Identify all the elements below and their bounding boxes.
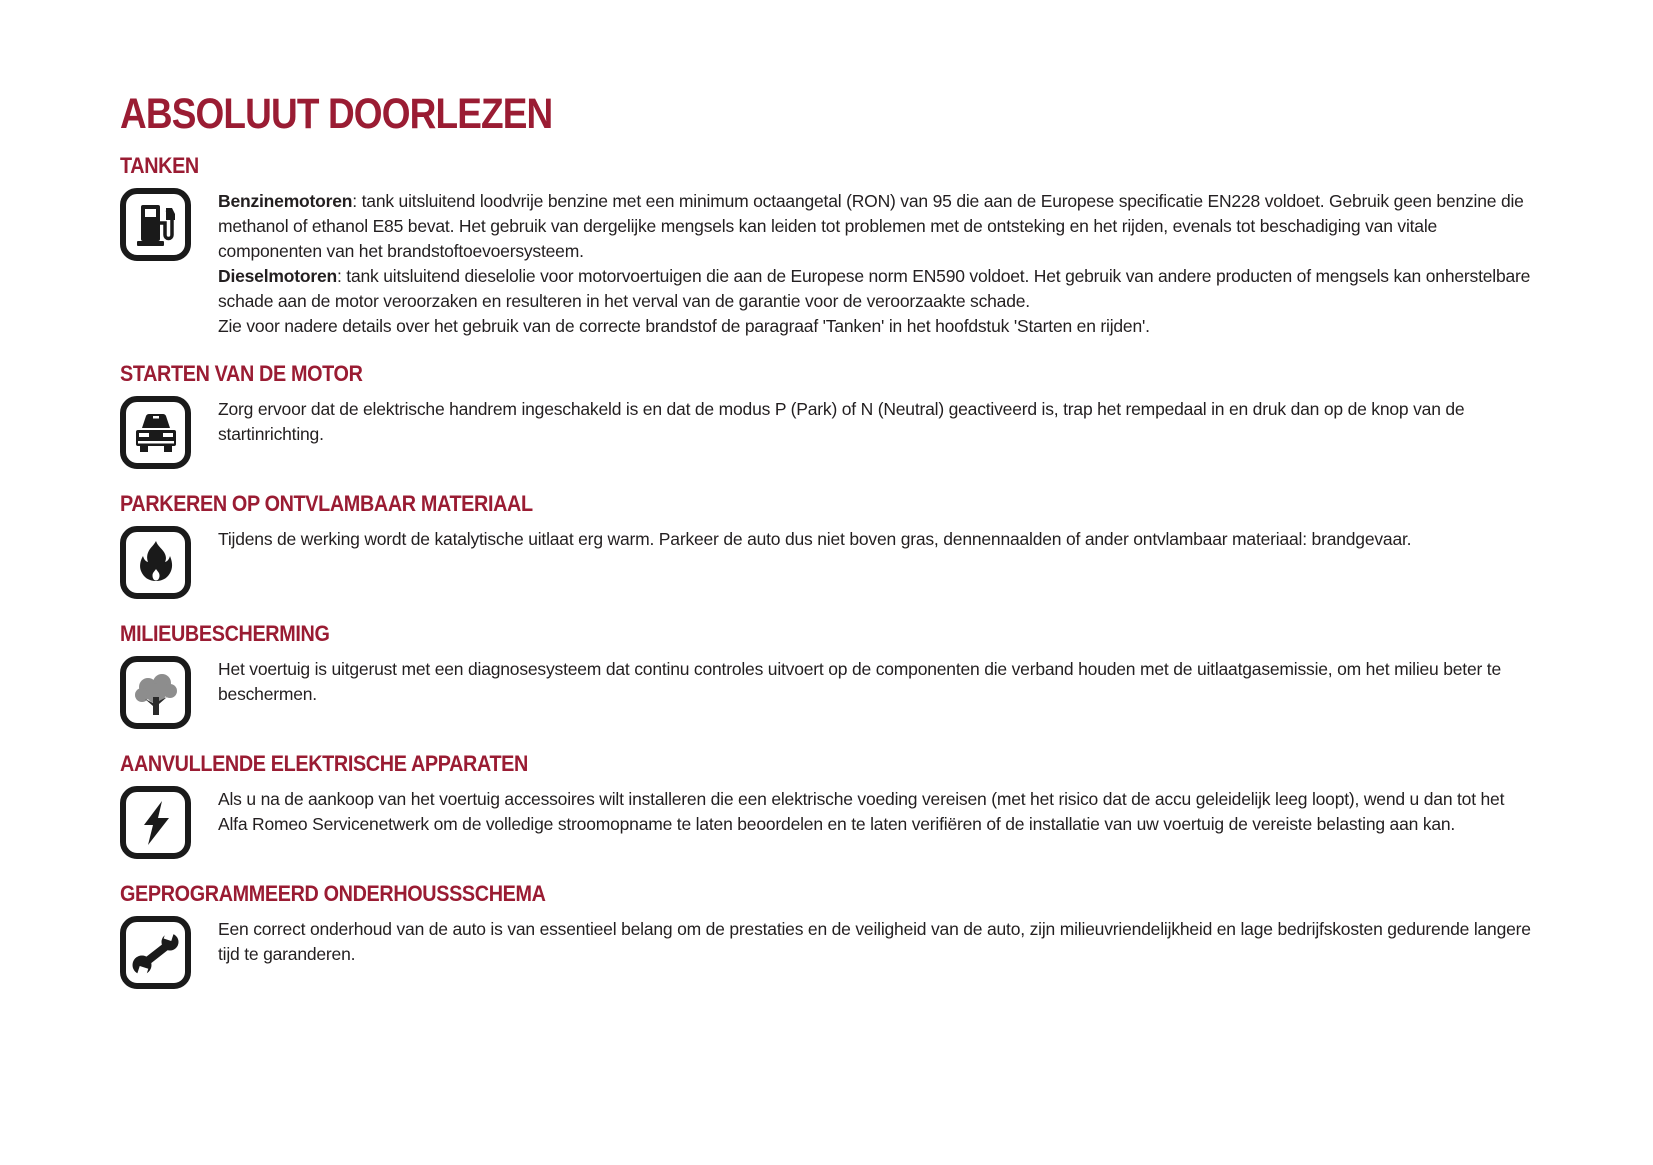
- paragraph-lead: Dieselmotoren: [218, 266, 337, 286]
- paragraph-body: Een correct onderhoud van de auto is van essentieel belang om de prestaties en de veiligheid van de auto, zijn milieuvriendelijkheid en lage bedrijfskosten gedurende langere tijd te garanderen.: [218, 919, 1531, 964]
- section-heading-milieu: MILIEUBESCHERMING: [120, 621, 330, 646]
- lightning-icon: [120, 786, 191, 859]
- section-text-tanken: [218, 188, 1535, 339]
- paragraph-body: Zorg ervoor dat de elektrische handrem ingeschakeld is en dat de modus P (Park) of N (Neutral) geactiveerd is, trap het rempedaal in en druk dan op de knop van de startinrichting.: [218, 399, 1465, 444]
- wrench-icon: [120, 916, 191, 989]
- paragraph-body: Zie voor nadere details over het gebruik van de correcte brandstof de paragraaf 'Tanken' in het hoofdstuk 'Starten en rijden'.: [218, 316, 1150, 336]
- flame-icon: [120, 526, 191, 599]
- paragraph-body: Tijdens de werking wordt de katalytische uitlaat erg warm. Parkeer de auto dus niet boven gras, dennennaalden of ander ontvlambaar materiaal: brandgevaar.: [218, 529, 1412, 549]
- paragraph: [218, 527, 1535, 552]
- section-heading-onderhoud: GEPROGRAMMEERD ONDERHOUSSSCHEMA: [120, 881, 546, 906]
- section-parkeren: [120, 491, 1535, 599]
- section-milieu: [120, 621, 1535, 729]
- section-heading-elektrisch: AANVULLENDE ELEKTRISCHE APPARATEN: [120, 751, 528, 776]
- section-elektrisch: [120, 751, 1535, 859]
- fuel-pump-icon: [120, 188, 191, 261]
- car-front-icon: [120, 396, 191, 469]
- paragraph: [218, 314, 1535, 339]
- section-starten: [120, 361, 1535, 469]
- page-title: ABSOLUUT DOORLEZEN: [120, 90, 553, 138]
- paragraph: [218, 917, 1535, 967]
- section-text-milieu: [218, 656, 1535, 707]
- paragraph-body: : tank uitsluitend dieselolie voor motorvoertuigen die aan de Europese norm EN590 voldoet. Het gebruik van andere producten of mengsels kan onherstelbare schade aan de motor veroorzaken en resulteren in het verval van de garantie voor de veroorzaakte schade.: [218, 266, 1531, 311]
- section-tanken: [120, 153, 1535, 339]
- section-heading-tanken: TANKEN: [120, 153, 199, 178]
- paragraph-lead: Benzinemotoren: [218, 191, 353, 211]
- section-text-starten: [218, 396, 1535, 447]
- paragraph: [218, 189, 1535, 264]
- paragraph-body: Het voertuig is uitgerust met een diagnosesysteem dat continu controles uitvoert op de componenten die verband houden met de uitlaatgasemissie, om het milieu beter te beschermen.: [218, 659, 1501, 704]
- section-text-elektrisch: [218, 786, 1535, 837]
- section-text-parkeren: [218, 526, 1535, 552]
- tree-icon: [120, 656, 191, 729]
- section-text-onderhoud: [218, 916, 1535, 967]
- paragraph: [218, 787, 1535, 837]
- paragraph-body: Als u na de aankoop van het voertuig accessoires wilt installeren die een elektrische voeding vereisen (met het risico dat de accu geleidelijk leeg loopt), wend u dan tot het Alfa Romeo Servicenetwerk om de volledige stroomopname te laten beoordelen en te laten verifiëren of de installatie van uw voertuig de vereiste belasting aan kan.: [218, 789, 1505, 834]
- paragraph: [218, 397, 1535, 447]
- paragraph-body: : tank uitsluitend loodvrije benzine met een minimum octaangetal (RON) van 95 die aan de Europese specificatie EN228 voldoet. Gebruik geen benzine die methanol of ethanol E85 bevat. Het gebruik van dergelijke mengsels kan leiden tot problemen met de ontsteking en het rijden, evenals tot beschadiging van vitale componenten van het brandstoftoevoersysteem.: [218, 191, 1524, 261]
- paragraph: [218, 264, 1535, 314]
- paragraph: [218, 657, 1535, 707]
- section-heading-starten: STARTEN VAN DE MOTOR: [120, 361, 363, 386]
- section-heading-parkeren: PARKEREN OP ONTVLAMBAAR MATERIAAL: [120, 491, 533, 516]
- section-onderhoud: [120, 881, 1535, 989]
